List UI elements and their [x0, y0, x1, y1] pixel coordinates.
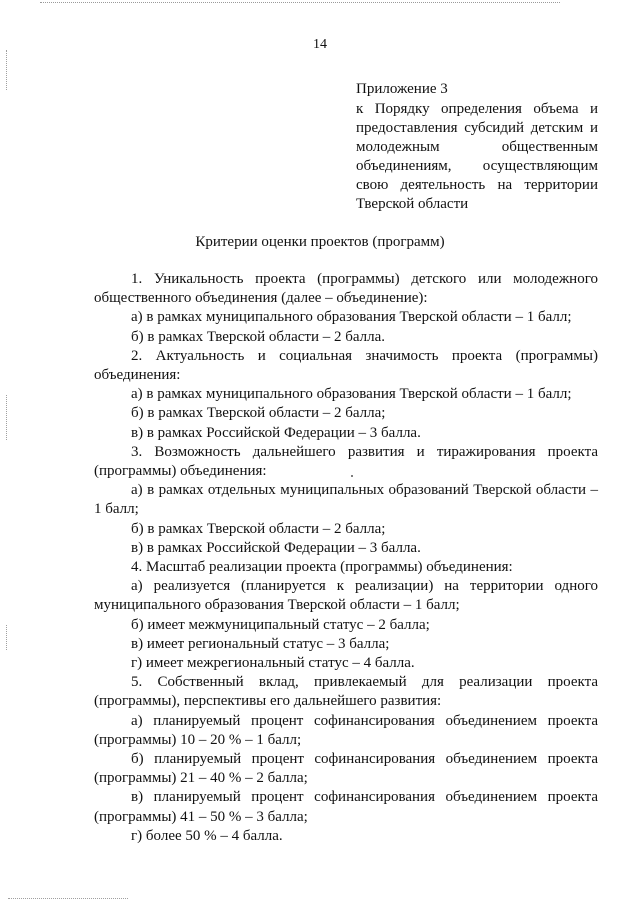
scan-edge-left: [6, 625, 7, 650]
criterion-option: в) в рамках Российской Федерации – 3 балла.: [131, 539, 421, 556]
criterion-heading: 1. Уникальность проекта (программы) детского или молодежного общественного объединения (далее – объединение):: [94, 271, 598, 307]
scan-edge-bottom: [8, 898, 128, 899]
scan-speck: [351, 475, 353, 477]
criterion-option: а) планируемый процент софинансирования объединением проекта (программы) 10 – 20 % – 1 балл;: [94, 712, 598, 748]
criterion-option: б) в рамках Тверской области – 2 балла.: [131, 328, 386, 345]
scan-edge-top: [40, 2, 560, 3]
page-number: 14: [313, 37, 327, 52]
criterion-option: в) имеет региональный статус – 3 балла;: [131, 635, 390, 652]
criterion-option: а) в рамках муниципального образования Тверской области – 1 балл;: [131, 309, 572, 326]
criterion-heading: 4. Масштаб реализации проекта (программы) объединения:: [131, 559, 513, 576]
criterion-option: в) планируемый процент софинансирования объединением проекта (программы) 41 – 50 % – 3 балла;: [94, 789, 598, 825]
appendix-block: [356, 80, 598, 214]
criterion-option: а) в рамках муниципального образования Тверской области – 1 балл;: [131, 386, 572, 403]
criterion: [94, 673, 598, 846]
criterion-option: б) в рамках Тверской области – 2 балла;: [131, 405, 386, 422]
criterion: [94, 347, 598, 443]
document-title: Критерии оценки проектов (программ): [195, 234, 445, 250]
criterion-option: а) реализуется (планируется к реализации) на территории одного муниципального образования Тверской области – 1 балл;: [94, 578, 598, 614]
criterion: [94, 443, 598, 558]
criterion-heading: 3. Возможность дальнейшего развития и тиражирования проекта (программы) объединения:: [94, 443, 598, 480]
scan-edge-left: [6, 50, 7, 90]
criterion-option: б) в рамках Тверской области – 2 балла;: [131, 520, 386, 537]
criterion-option: б) имеет межмуниципальный статус – 2 балла;: [131, 616, 430, 633]
scan-edge-left: [6, 395, 7, 440]
criterion-option: в) в рамках Российской Федерации – 3 балла.: [131, 424, 421, 441]
appendix-title: Приложение 3: [356, 81, 448, 97]
criterion-heading: 2. Актуальность и социальная значимость проекта (программы) объединения:: [94, 347, 598, 384]
criterion-option: б) планируемый процент софинансирования объединением проекта (программы) 21 – 40 % – 2 балла;: [94, 751, 598, 787]
criterion: [94, 558, 598, 673]
appendix-reference: к Порядку определения объема и предоставления субсидий детским и молодежным общественным объединениям, осуществляющим свою деятельность на территории Тверской области: [356, 101, 598, 212]
criterion-option: г) более 50 % – 4 балла.: [131, 827, 283, 844]
criteria-list: [94, 270, 598, 846]
criterion-option: а) в рамках отдельных муниципальных образований Тверской области – 1 балл;: [94, 482, 598, 518]
criterion-option: г) имеет межрегиональный статус – 4 балла.: [131, 655, 415, 672]
criterion-heading: 5. Собственный вклад, привлекаемый для реализации проекта (программы), перспективы его дальнейшего развития:: [94, 674, 598, 710]
criterion: [94, 270, 598, 347]
